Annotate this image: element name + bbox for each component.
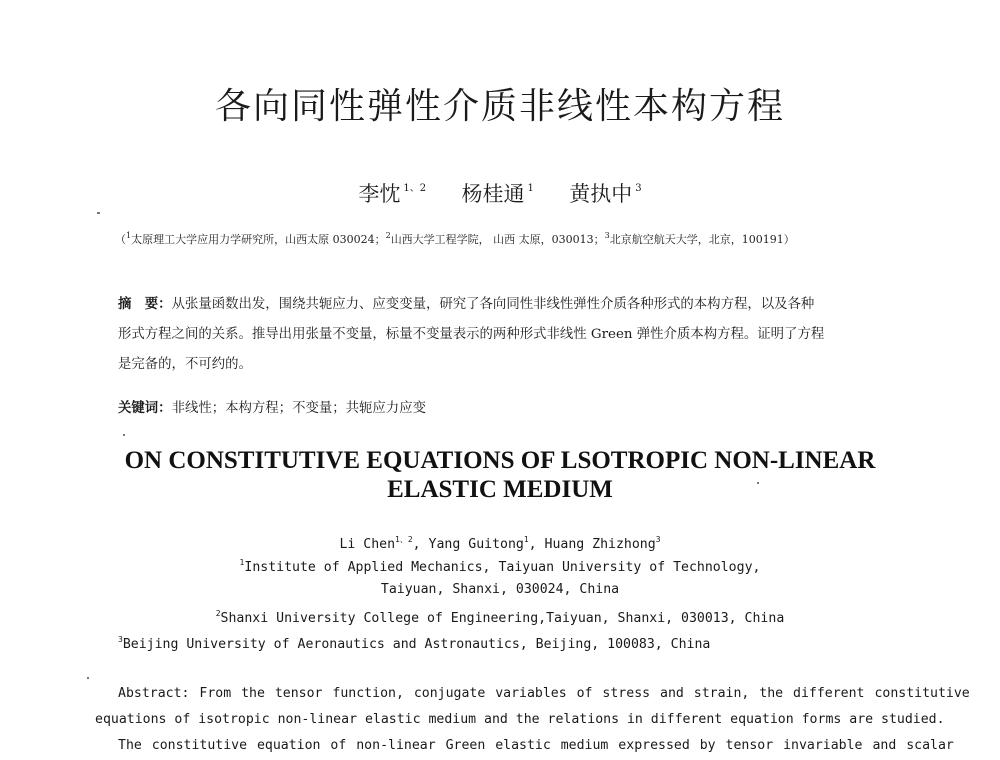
affiliation-2: 山西大学工程学院， 山西 太原，030013； (390, 233, 605, 246)
chinese-keywords (118, 397, 426, 416)
chinese-abstract-line: 形式方程之间的关系。推导出用张量不变量，标量不变量表示的两种形式非线性 Green 弹性介质本构方程。证明了方程 (118, 327, 825, 342)
english-abstract-line: The constitutive equation of non-linear Green elastic medium expressed by tensor invariable and scalar (118, 738, 954, 753)
scan-speck (87, 677, 89, 679)
keywords-text: 非线性；本构方程；不变量；共轭应力应变 (171, 401, 426, 416)
chinese-affiliations: （$^1$太原理工大学应用力学研究所，山西太原 030024；$^2$山西大学工程学院， 山西 太原，030013；$^3$北京航空航天大学，北京，100191） (115, 231, 795, 246)
english-abstract-line: equations of isotropic non-linear elastic medium and the relations in different equation forms are studied. (95, 712, 945, 727)
affiliation-1: 太原理工大学应用力学研究所，山西太原 030024； (131, 233, 386, 246)
author-affil-mark: 3 (635, 183, 642, 194)
chinese-authors (0, 178, 1000, 208)
abstract-label: 摘 要： (118, 296, 172, 312)
english-affiliation-2: $^2$Shanxi University College of Engineering,Taiyuan, Shanxi, 030013, China (215, 609, 785, 626)
english-authors: Li Chen$^{1、2}$, Yang Guitong$^1$, Huang Zhizhong$^3$ (339, 535, 661, 552)
english-title-line-1: ON CONSTITUTIVE EQUATIONS OF LSOTROPIC NON-LINEAR (124, 447, 876, 474)
chinese-abstract-line: 是完备的，不可约的。 (118, 357, 252, 372)
chinese-title: 各向同性弹性介质非线性本构方程 (214, 86, 785, 127)
keywords-label: 关键词： (118, 400, 172, 416)
author-affil-mark: 1 (527, 183, 534, 194)
scan-speck (757, 482, 759, 484)
author-name: 李忱 (358, 182, 401, 206)
author-name: 黄执中 (569, 182, 633, 206)
scan-speck (97, 212, 100, 214)
affiliation-3: 北京航空航天大学，北京，100191） (609, 233, 795, 246)
english-affiliation-1-city: Taiyuan, Shanxi, 030024, China (380, 582, 620, 597)
chinese-abstract-line: 摘 要：从张量函数出发，围绕共轭应力、应变变量，研究了各向同性非线性弹性介质各种形式的本构方程，以及各种 (118, 296, 815, 312)
author-name: 杨桂通 (461, 182, 525, 206)
scan-speck (123, 434, 125, 436)
english-affiliation-1: $^1$Institute of Applied Mechanics, Taiyuan University of Technology, (239, 558, 761, 575)
english-title-line-2: ELASTIC MEDIUM (387, 476, 613, 503)
author-affil-mark: 1、2 (403, 183, 427, 194)
english-abstract-line: Abstract: From the tensor function, conjugate variables of stress and strain, the different constitutive (118, 686, 970, 701)
english-affiliation-3: $^3$Beijing University of Aeronautics and Astronautics, Beijing, 100083, China (118, 635, 711, 652)
